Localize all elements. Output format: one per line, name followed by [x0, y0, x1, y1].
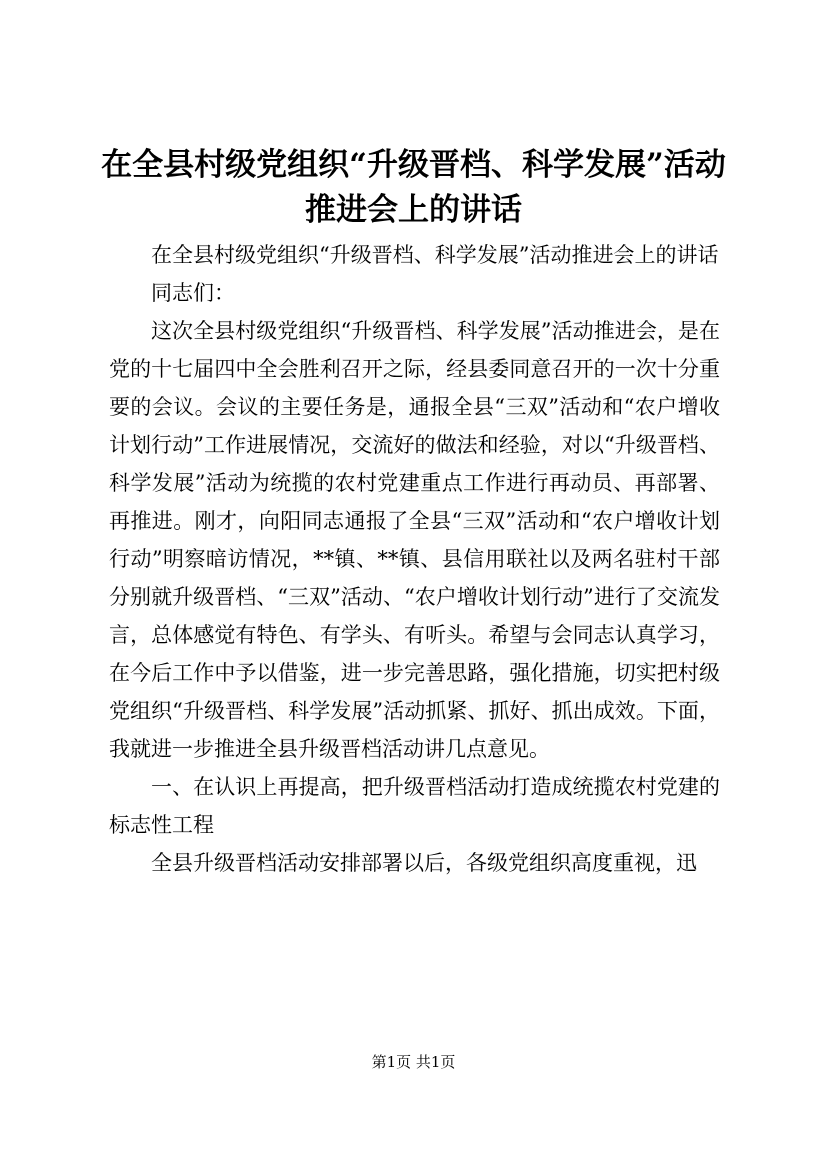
paragraph-opening: 这次全县村级党组织“升级晋档、科学发展”活动推进会，是在党的十七届四中全会胜利召开之际，经县委同意召开的一次十分重要的会议。会议的主要任务是，通报全县“三双”活动和“农户增收计划行动”工作进展情况，交流好的做法和经验，对以“升级晋档、科学发展”活动为统揽的农村党建重点工作进行再动员、再部署、再推进。刚才，向阳同志通报了全县“三双”活动和“农户增收计划行动”明察暗访情况，**镇、**镇、县信用联社以及两名驻村干部分别就升级晋档、“三双”活动、“农户增收计划行动”进行了交流发言，总体感觉有特色、有学头、有听头。希望与会同志认真学习，在今后工作中予以借鉴，进一步完善思路，强化措施，切实把村级党组织“升级晋档、科学发展”活动抓紧、抓好、抓出成效。下面，我就进一步推进全县升级晋档活动讲几点意见。 [109, 319, 720, 761]
paragraph-salutation: 同志们： [151, 281, 235, 305]
document-title: 在全县村级党组织“升级晋档、科学发展”活动推进会上的讲话 [101, 147, 726, 228]
page-footer: 第1页 共1页 [371, 1053, 456, 1071]
paragraph-subtitle: 在全县村级党组织“升级晋档、科学发展”活动推进会上的讲话 [151, 243, 719, 267]
paragraph-section-heading: 一、在认识上再提高，把升级晋档活动打造成统揽农村党建的标志性工程 [109, 775, 720, 837]
document-body [109, 236, 720, 882]
paragraph-section-body: 全县升级晋档活动安排部署以后，各级党组织高度重视，迅 [151, 851, 697, 875]
